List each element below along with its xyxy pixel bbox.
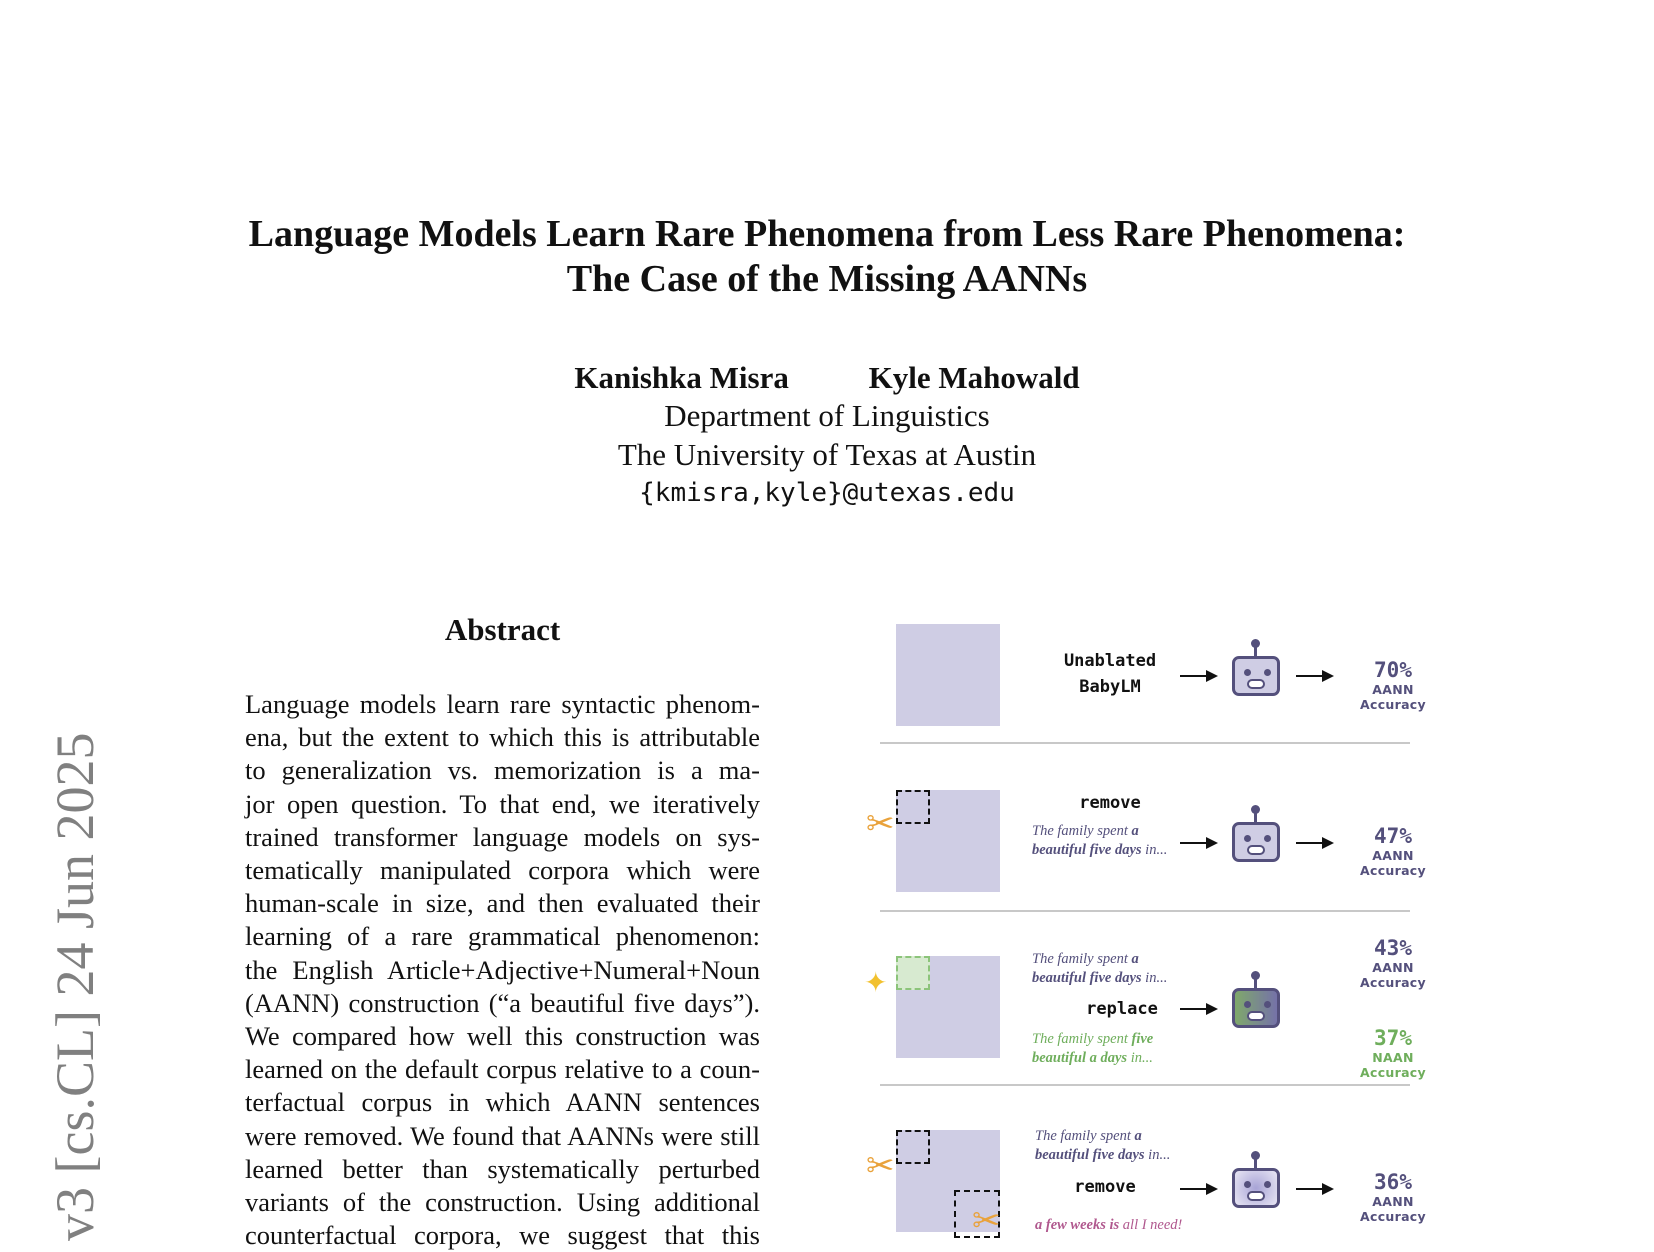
example-sentence: The family spent a beautiful five days in... xyxy=(1032,951,1168,986)
overview-figure xyxy=(860,620,1460,1241)
scissors-icon: ✂ xyxy=(866,1148,895,1185)
arrow-icon xyxy=(1296,842,1332,844)
robot-icon xyxy=(1232,656,1280,696)
perturbed-sentence: The family spent five beautiful a days in... xyxy=(1032,1031,1154,1066)
accuracy-result: 36% AANN Accuracy xyxy=(1360,1170,1426,1224)
abstract-line: learned on the default corpus relative to a coun- xyxy=(245,1054,760,1085)
abstract-line: jor open question. To that end, we iteratively xyxy=(245,788,760,819)
abstract-line: terfactual corpus in which AANN sentences xyxy=(245,1087,760,1118)
abstract-line: learned better than systematically perturbed xyxy=(245,1153,760,1184)
accuracy-result: 70% AANN Accuracy xyxy=(1360,658,1426,712)
robot-icon xyxy=(1232,822,1280,862)
removed-region xyxy=(896,1130,930,1164)
remove-label: remove xyxy=(1079,793,1141,813)
arrow-icon xyxy=(1296,1188,1332,1190)
arrow-icon xyxy=(1180,1008,1216,1010)
corpus-block xyxy=(896,624,1000,726)
abstract-line: trained transformer language models on sys- xyxy=(245,821,760,852)
department: Department of Linguistics xyxy=(664,398,990,433)
abstract-line: variants of the construction. Using additional xyxy=(245,1187,760,1218)
abstract-line: We compared how well this construction was xyxy=(245,1021,760,1052)
abstract-line: were removed. We found that AANNs were still xyxy=(245,1120,760,1151)
abstract-heading: Abstract xyxy=(444,612,561,647)
arrow-icon xyxy=(1180,1188,1216,1190)
scissors-icon: ✂ xyxy=(866,806,895,843)
example-sentence: The family spent a beautiful five days in... xyxy=(1035,1128,1171,1163)
abstract-line: to generalization vs. memorization is a ma- xyxy=(245,755,760,786)
related-sentence: a few weeks is all I need! xyxy=(1035,1217,1183,1233)
abstract-line: counterfactual corpora, we suggest that this xyxy=(245,1220,760,1251)
accuracy-result: 43% AANN Accuracy xyxy=(1360,936,1426,990)
robot-icon xyxy=(1232,988,1280,1028)
removed-region xyxy=(896,790,930,824)
paper-title xyxy=(0,212,1654,302)
unablated-label: Unablated BabyLM xyxy=(1063,651,1157,697)
author-list xyxy=(0,360,1654,396)
replaced-region xyxy=(896,956,930,990)
arrow-icon xyxy=(1296,675,1332,677)
row-divider xyxy=(880,910,1410,912)
row-divider xyxy=(880,742,1410,744)
title-line-2: The Case of the Missing AANNs xyxy=(566,258,1088,300)
arrow-icon xyxy=(1180,675,1216,677)
row-divider xyxy=(880,1084,1410,1086)
arrow-icon xyxy=(1180,842,1216,844)
abstract-line: the English Article+Adjective+Numeral+Noun xyxy=(245,954,760,985)
abstract-line: Language models learn rare syntactic phenom- xyxy=(245,689,760,719)
abstract-line: ena, but the extent to which this is attributable xyxy=(245,722,760,753)
abstract-line: human-scale in size, and then evaluated their xyxy=(245,888,760,919)
magic-wand-icon: ✦ xyxy=(864,968,888,999)
abstract-body xyxy=(245,688,760,1252)
title-line-1: Language Models Learn Rare Phenomena from Less Rare Phenomena: xyxy=(248,213,1406,255)
abstract-line: (AANN) construction (“a beautiful five days”). xyxy=(245,987,760,1018)
university: The University of Texas at Austin xyxy=(617,437,1037,472)
abstract-line: tematically manipulated corpora which were xyxy=(245,855,760,886)
accuracy-result: 47% AANN Accuracy xyxy=(1360,824,1426,878)
robot-icon xyxy=(1232,1168,1280,1208)
example-sentence: The family spent a beautiful five days in... xyxy=(1032,823,1168,858)
arxiv-stamp: v3 [cs.CL] 24 Jun 2025 xyxy=(45,732,105,1241)
remove-label: remove xyxy=(1074,1177,1136,1197)
accuracy-result: 37% NAAN Accuracy xyxy=(1360,1026,1426,1080)
replace-label: replace xyxy=(1086,999,1158,1019)
author-name: Kyle Mahowald xyxy=(868,360,1080,395)
email: {kmisra,kyle}@utexas.edu xyxy=(639,478,1015,508)
author-name: Kanishka Misra xyxy=(574,360,789,395)
scissors-icon: ✂ xyxy=(972,1203,1001,1240)
abstract-line: learning of a rare grammatical phenomenon: xyxy=(245,921,760,952)
